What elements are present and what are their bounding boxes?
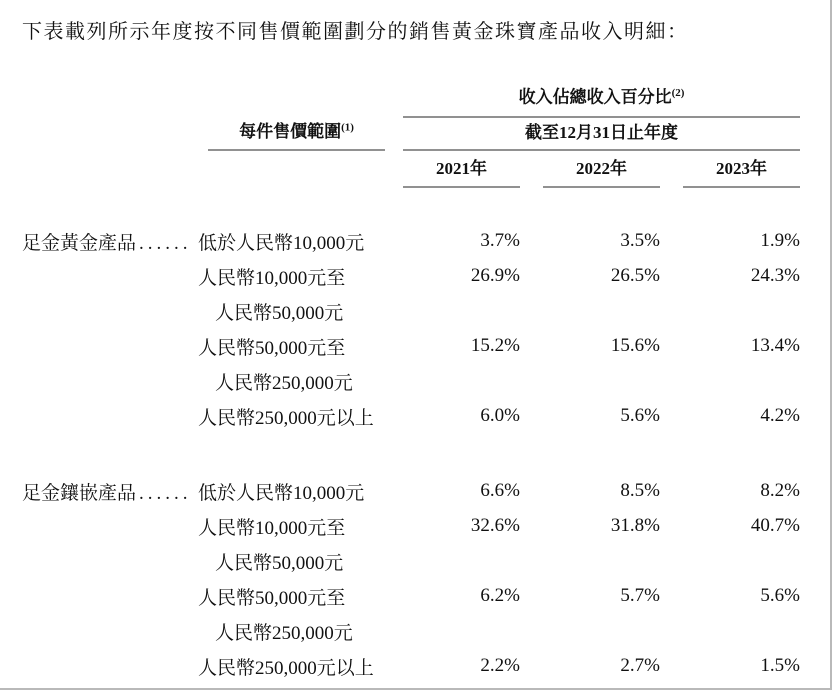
price-range-cell-continued: 人民幣50,000元: [215, 552, 344, 574]
period-header: 截至12月31日止年度: [403, 118, 800, 151]
product-label-cell: [22, 228, 198, 255]
table-row: [22, 294, 800, 329]
table-row: [22, 224, 800, 259]
price-range-cell: 人民幣250,000元以上: [198, 407, 374, 429]
value-2023: 13.4%: [750, 335, 800, 357]
price-range-cell: 人民幣10,000元至: [198, 267, 346, 289]
leader-dots: ......: [139, 232, 192, 254]
value-2023: 24.3%: [750, 265, 800, 287]
value-2022: 5.6%: [620, 405, 660, 427]
table-row: [22, 259, 800, 294]
table-row: [22, 329, 800, 364]
value-2023: 8.2%: [760, 480, 800, 502]
value-2023: 1.5%: [760, 655, 800, 677]
table-row: [22, 364, 800, 399]
value-2021: 2.2%: [480, 655, 520, 677]
value-2021: 15.2%: [470, 335, 520, 357]
value-2021: 3.7%: [480, 230, 520, 252]
value-2021: 6.6%: [480, 480, 520, 502]
table-row: [22, 649, 800, 684]
percentage-header: [403, 75, 800, 118]
value-2021: 6.0%: [480, 405, 520, 427]
value-2022: 8.5%: [620, 480, 660, 502]
price-range-cell-continued: 人民幣50,000元: [215, 302, 344, 324]
table-body-section-inlaid: [22, 474, 800, 684]
price-range-cell: 人民幣50,000元至: [198, 587, 346, 609]
percentage-header-text: 收入佔總收入百分比: [518, 87, 672, 107]
table-row: [22, 474, 800, 509]
revenue-table: [22, 75, 800, 684]
year-header-2021: 2021年: [403, 151, 520, 188]
year-columns-row: [403, 151, 800, 188]
price-range-cell: 人民幣250,000元以上: [198, 657, 374, 679]
value-2021: 6.2%: [480, 585, 520, 607]
table-row: [22, 509, 800, 544]
price-range-header: [208, 117, 385, 151]
product-label-cell: [22, 478, 198, 505]
table-row: [22, 579, 800, 614]
price-range-cell: 低於人民幣10,000元: [198, 232, 365, 254]
year-header-2023: 2023年: [683, 151, 800, 188]
price-range-cell: 人民幣10,000元至: [198, 517, 346, 539]
price-range-cell: 低於人民幣10,000元: [198, 482, 365, 504]
value-2023: 5.6%: [760, 585, 800, 607]
value-2023: 1.9%: [760, 230, 800, 252]
value-2022: 5.7%: [620, 585, 660, 607]
footnote-ref-1: (1): [341, 121, 354, 133]
value-2023: 40.7%: [750, 515, 800, 537]
years-header-group: [403, 75, 800, 188]
table-row: [22, 544, 800, 579]
value-2022: 3.5%: [620, 230, 660, 252]
price-range-header-cell: [198, 117, 385, 151]
value-2022: 26.5%: [610, 265, 660, 287]
value-2022: 31.8%: [610, 515, 660, 537]
value-2022: 2.7%: [620, 655, 660, 677]
value-2023: 4.2%: [760, 405, 800, 427]
value-2021: 26.9%: [470, 265, 520, 287]
price-range-cell-continued: 人民幣250,000元: [215, 372, 353, 394]
table-row: [22, 399, 800, 434]
table-row: [22, 614, 800, 649]
column-gap: [660, 151, 683, 188]
footnote-ref-2: (2): [671, 87, 685, 99]
value-2021: 32.6%: [470, 515, 520, 537]
table-header: [22, 75, 800, 188]
price-range-cell-continued: 人民幣250,000元: [215, 622, 353, 644]
table-body-section-gold: [22, 224, 800, 434]
price-range-header-text: 每件售價範圍: [239, 121, 342, 141]
price-range-cell: 人民幣50,000元至: [198, 337, 346, 359]
year-header-2022: 2022年: [543, 151, 660, 188]
page-title: 下表載列所示年度按不同售價範圍劃分的銷售黃金珠寶產品收入明細：: [22, 21, 689, 43]
product-label: 足金黃金產品: [22, 232, 137, 254]
value-2022: 15.6%: [610, 335, 660, 357]
column-gap: [520, 151, 543, 188]
leader-dots: ......: [139, 482, 192, 504]
product-label: 足金鑲嵌產品: [22, 482, 137, 504]
